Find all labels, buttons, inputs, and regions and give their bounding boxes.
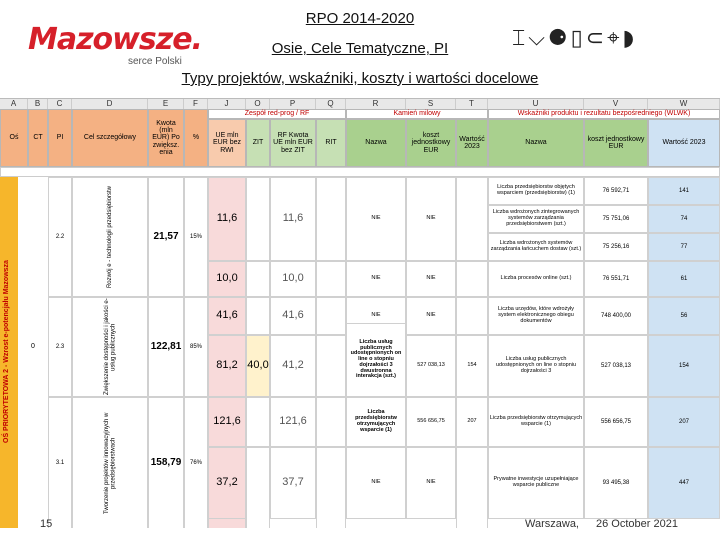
km-nazwa-cell: NIE [346, 261, 406, 297]
col-letter[interactable]: O [246, 99, 270, 109]
w-nazwa-cell: Liczba przedsiębiorstw objętych wsparciem (przedsiębiorstw) (1) [488, 177, 584, 205]
header-km-nazwa: Nazwa [346, 119, 406, 167]
header-kwota: Kwota (mln EUR) Po zwiększ. enia [148, 109, 184, 167]
zit-cell [246, 297, 270, 335]
km-nazwa-cell: NIE [346, 447, 406, 519]
ue-cell: 10,0 [208, 261, 246, 297]
rit-cell [316, 297, 346, 335]
w-wartosc-cell: 61 [648, 261, 720, 297]
pct-cell: 85% [184, 297, 208, 397]
kwota-cell: 21,57 [148, 177, 184, 297]
rit-cell [316, 261, 346, 297]
w-wartosc-cell: 77 [648, 233, 720, 261]
w-koszt-cell: 527 038,13 [584, 335, 648, 397]
cel-text: Tworzenie projektów innowacyjnych w przedsiębiorstwach [103, 412, 116, 514]
km-koszt-cell: NIE [406, 177, 456, 261]
page-number: 15 [40, 518, 53, 530]
w-nazwa-cell: Liczba usług publicznych udostępnionych on line o stopniu dojrzałości 3 [488, 335, 584, 397]
rf-cell: 121,6 [270, 397, 316, 447]
km-koszt-cell: NIE [406, 297, 456, 335]
rit-cell [316, 447, 346, 528]
col-letter[interactable]: V [584, 99, 648, 109]
ct-cell [18, 177, 48, 397]
rf-cell: 41,2 [270, 335, 316, 397]
header-ue: UE mln EUR bez RWI [208, 119, 246, 167]
col-letter[interactable]: F [184, 99, 208, 109]
w-wartosc-cell: 447 [648, 447, 720, 519]
priority-axis-label: OŚ PRIORYTETOWA 2 - Wzrost e-potencjału Mazowsza [3, 260, 10, 444]
w-nazwa-cell: Liczba przedsiębiorstw otrzymujących wsparcie (1) [488, 397, 584, 447]
w-nazwa-cell: Prywatne inwestycje uzupełniające wsparcie publiczne [488, 447, 584, 519]
spreadsheet [0, 98, 720, 528]
rit-cell [316, 397, 346, 447]
zit-cell [246, 397, 270, 447]
group-kamien: Kamień milowy [346, 109, 488, 119]
w-wartosc-cell: 56 [648, 297, 720, 335]
km-nazwa-cell: NIE [346, 297, 406, 335]
km-nazwa-cell: Liczba przedsiębiorstw otrzymujących wsparcie (1) [346, 397, 406, 447]
footer-date: 26 October 2021 [596, 518, 678, 530]
col-letter[interactable]: C [48, 99, 72, 109]
w-koszt-cell: 93 495,38 [584, 447, 648, 519]
w-koszt-cell: 76 551,71 [584, 261, 648, 297]
km-nazwa-cell: Liczba usług publicznych udostępnionych on line o stopniu dojrzałości 3 dwustronna interakcja (szt.) [346, 323, 406, 397]
col-letter[interactable]: S [406, 99, 456, 109]
w-wartosc-cell: 154 [648, 335, 720, 397]
header-zit: ZIT [246, 119, 270, 167]
ue-cell: 41,6 [208, 297, 246, 335]
w-koszt-cell: 75 751,06 [584, 205, 648, 233]
pi-cell: 3.1 [48, 397, 72, 528]
km-koszt-cell: 527 038,13 [406, 335, 456, 397]
header-w-wartosc: Wartość 2023 [648, 119, 720, 167]
km-nazwa-cell: NIE [346, 177, 406, 261]
col-letter[interactable]: J [208, 99, 246, 109]
w-nazwa-cell: Liczba urzędów, które wdrożyły system elektronicznego obiegu dokumentów [488, 297, 584, 335]
col-letter[interactable]: Q [316, 99, 346, 109]
rit-cell [316, 335, 346, 397]
kwota-cell: 158,79 [148, 397, 184, 528]
w-wartosc-cell: 141 [648, 177, 720, 205]
col-letter[interactable]: D [72, 99, 148, 109]
header-cel: Cel szczegółowy [72, 109, 148, 167]
w-nazwa-cell: Liczba wdrożonych systemów zarządzania łańcuchem dostaw (szt.) [488, 233, 584, 261]
km-koszt-cell: NIE [406, 261, 456, 297]
col-letter[interactable]: T [456, 99, 488, 109]
w-koszt-cell: 76 592,71 [584, 177, 648, 205]
zit-cell [246, 261, 270, 297]
header-pct: % [184, 109, 208, 167]
mazowsze-logo: Mazowsze. [28, 22, 202, 57]
header-os: Oś [0, 109, 28, 167]
w-nazwa-cell: Liczba procesów online (szt.) [488, 261, 584, 297]
col-letter[interactable]: A [0, 99, 28, 109]
zit-cell [246, 177, 270, 261]
header-w-koszt: koszt jednostkowy EUR [584, 119, 648, 167]
zit-cell: 40,0 [246, 335, 270, 397]
km-koszt-cell: 556 656,75 [406, 397, 456, 447]
title-line-2: Osie, Cele Tematyczne, PI [271, 40, 449, 57]
col-letter[interactable]: B [28, 99, 48, 109]
rit-cell [316, 177, 346, 261]
cel-cell [72, 297, 148, 397]
footer-city: Warszawa, [525, 518, 579, 530]
cel-text: Rozwój e - technologii przedsiębiorstw [106, 185, 113, 289]
cel-cell [72, 177, 148, 297]
km-wartosc-cell [456, 447, 488, 528]
header-km-koszt: koszt jednostkowy EUR [406, 119, 456, 167]
pct-cell: 76% [184, 397, 208, 528]
header-ct: CT [28, 109, 48, 167]
w-wartosc-cell: 207 [648, 397, 720, 447]
title-line-1: RPO 2014-2020 [305, 10, 415, 27]
pct-cell: 15% [184, 177, 208, 297]
pi-cell: 2.2 [48, 177, 72, 297]
kwota-cell: 122,81 [148, 297, 184, 397]
col-letter[interactable]: P [270, 99, 316, 109]
rf-cell: 37,7 [270, 447, 316, 519]
km-wartosc-cell [456, 177, 488, 261]
km-wartosc-cell: 207 [456, 397, 488, 447]
col-letter[interactable]: W [648, 99, 720, 109]
header-w-nazwa: Nazwa [488, 119, 584, 167]
ct-zero: 0 [31, 343, 35, 351]
col-letter[interactable]: E [148, 99, 184, 109]
group-zespol: Zespół red-prog / RF [208, 109, 346, 119]
group-wskazniki: Wskaźniki produktu i rezultatu bezpośredniego (WLWK) [488, 109, 720, 119]
title-line-3: Typy projektów, wskaźniki, koszty i wartości docelowe [181, 70, 539, 87]
filter-row [0, 167, 720, 177]
w-koszt-cell: 556 656,75 [584, 397, 648, 447]
ue-cell: 11,6 [208, 177, 246, 261]
ue-cell: 81,2 [208, 335, 246, 397]
w-koszt-cell: 748 400,00 [584, 297, 648, 335]
w-nazwa-cell: Liczba wdrożonych zintegrowanych systemów zarządzania przedsiębiorstwem (szt.) [488, 205, 584, 233]
rf-cell: 41,6 [270, 297, 316, 335]
rf-cell: 10,0 [270, 261, 316, 297]
km-koszt-cell: NIE [406, 447, 456, 519]
ue-cell: 37,2 [208, 447, 246, 519]
eu-funds-logo: ⌶⌵⚈▯⊂⌖◗ [512, 26, 638, 51]
zit-cell [246, 447, 270, 528]
header-rf: RF Kwota UE mln EUR bez ZIT [270, 119, 316, 167]
ue-cell: 121,6 [208, 397, 246, 447]
header-rit: RIT [316, 119, 346, 167]
rf-cell: 11,6 [270, 177, 316, 261]
km-wartosc-cell [456, 297, 488, 335]
cel-cell [72, 397, 148, 528]
km-wartosc-cell: 154 [456, 335, 488, 397]
col-letter[interactable]: U [488, 99, 584, 109]
slide-header [0, 0, 720, 98]
header-km-wartosc: Wartość 2023 [456, 119, 488, 167]
w-wartosc-cell: 74 [648, 205, 720, 233]
km-wartosc-cell [456, 261, 488, 297]
cel-text: Zwiększenie dostępności i jakości e-usług publicznych [103, 298, 116, 396]
mazowsze-logo-subtitle: serce Polski [128, 56, 182, 67]
w-koszt-cell: 75 256,16 [584, 233, 648, 261]
col-letter[interactable]: R [346, 99, 406, 109]
pi-cell: 2.3 [48, 297, 72, 397]
header-pi: PI [48, 109, 72, 167]
